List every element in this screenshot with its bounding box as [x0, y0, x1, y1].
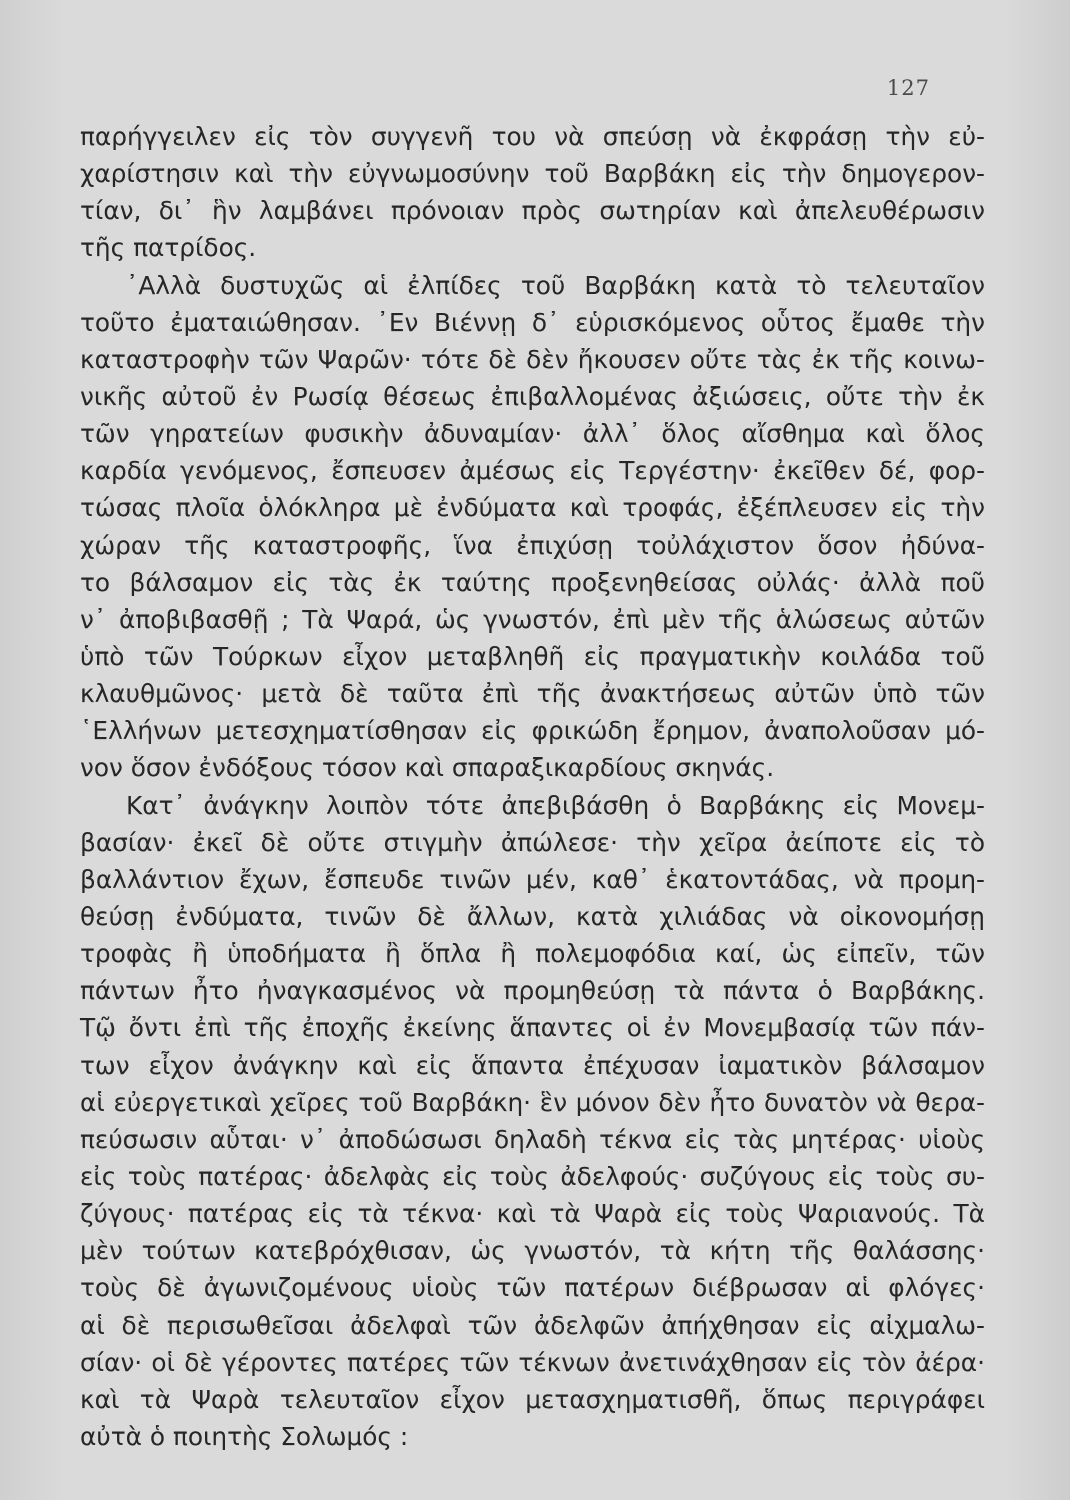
text-line: καρδία γενόμενος, ἔσπευσεν ἀμέσως εἰς Τεργέστην· ἐκεῖθεν δέ, φορ- — [80, 456, 985, 486]
text-line: χώραν τῆς καταστροφῆς, ἵνα ἐπιχύσῃ τοὐλάχιστον ὅσον ἠδύνα- — [80, 530, 985, 560]
text-line: ν᾽ ἀποβιβασθῇ ; Τὰ Ψαρά, ὡς γνωστόν, ἐπὶ μὲν τῆς ἁλώσεως αὐτῶν — [80, 604, 985, 634]
text-line: τροφὰς ἢ ὑποδήματα ἢ ὅπλα ἢ πολεμοφόδια καί, ὡς εἰπεῖν, τῶν — [80, 939, 985, 969]
text-line: βασίαν· ἐκεῖ δὲ οὔτε στιγμὴν ἀπώλεσε· τὴν χεῖρα ἀείποτε εἰς τὸ — [80, 827, 985, 857]
text-line: ῾Ελλήνων μετεσχηματίσθησαν εἰς φρικώδη ἔρημον, ἀναπολοῦσαν μό- — [80, 716, 985, 746]
text-line: πεύσωσιν αὗται· ν᾽ ἀποδώσωσι δηλαδὴ τέκνα εἰς τὰς μητέρας· υἱοὺς — [80, 1124, 985, 1154]
text-line: αἱ εὐεργετικαὶ χεῖρες τοῦ Βαρβάκη· ἓν μόνον δὲν ἦτο δυνατὸν νὰ θερα- — [80, 1087, 985, 1117]
text-line: πάντων ἦτο ἠναγκασμένος νὰ προμηθεύσῃ τὰ πάντα ὁ Βαρβάκης. — [80, 976, 985, 1006]
paragraph-start-line: Κατ᾽ ἀνάγκην λοιπὸν τότε ἀπεβιβάσθη ὁ Βαρβάκης εἰς Μονεμ- — [126, 790, 985, 820]
text-line: ὑπὸ τῶν Τούρκων εἶχον μεταβληθῆ εἰς πραγματικὴν κοιλάδα τοῦ — [80, 641, 985, 671]
text-line: τοὺς δὲ ἀγωνιζομένους υἱοὺς τῶν πατέρων διέβρωσαν αἱ φλόγες· — [80, 1273, 985, 1303]
paragraph-end-line: τῆς πατρίδος. — [80, 233, 257, 263]
text-line: μὲν τούτων κατεβρόχθισαν, ὡς γνωστόν, τὰ κήτη τῆς θαλάσσης· — [80, 1236, 985, 1266]
text-line: Τῷ ὄντι ἐπὶ τῆς ἐποχῆς ἐκείνης ἅπαντες οἱ ἐν Μονεμβασίᾳ τῶν πάν- — [80, 1013, 985, 1043]
paragraph-start-line: ᾽Αλλὰ δυστυχῶς αἱ ἐλπίδες τοῦ Βαρβάκη κατὰ τὸ τελευταῖον — [126, 270, 985, 300]
text-line: κλαυθμῶνος· μετὰ δὲ ταῦτα ἐπὶ τῆς ἀνακτήσεως αὐτῶν ὑπὸ τῶν — [80, 679, 985, 709]
text-line: καταστροφὴν τῶν Ψαρῶν· τότε δὲ δὲν ἤκουσεν οὔτε τὰς ἐκ τῆς κοινω- — [80, 344, 985, 374]
text-line: τῶν γηρατείων φυσικὴν ἀδυναμίαν· ἀλλ᾽ ὅλος αἴσθημα καὶ ὅλος — [80, 419, 985, 449]
page-number: 127 — [886, 76, 930, 100]
text-line: νικῆς αὐτοῦ ἐν Ρωσίᾳ θέσεως ἐπιβαλλομένας ἀξιώσεις, οὔτε τὴν ἐκ — [80, 381, 985, 411]
text-line: τίαν, δι᾽ ἣν λαμβάνει πρόνοιαν πρὸς σωτηρίαν καὶ ἀπελευθέρωσιν — [80, 196, 985, 226]
text-line: εἰς τοὺς πατέρας· ἀδελφὰς εἰς τοὺς ἀδελφούς· συζύγους εἰς τοὺς συ- — [80, 1161, 985, 1191]
text-line: σίαν· οἱ δὲ γέροντες πατέρες τῶν τέκνων ἀνετινάχθησαν εἰς τὸν ἀέρα· — [80, 1347, 985, 1377]
text-line: καὶ τὰ Ψαρὰ τελευταῖον εἶχον μετασχηματισθῆ, ὅπως περιγράφει — [80, 1384, 985, 1414]
text-line: παρήγγειλεν εἰς τὸν συγγενῆ του νὰ σπεύσῃ νὰ ἐκφράσῃ τὴν εὐ- — [80, 122, 985, 151]
text-line: τώσας πλοῖα ὁλόκληρα μὲ ἐνδύματα καὶ τροφάς, ἐξέπλευσεν εἰς τὴν — [80, 493, 985, 523]
text-line: ζύγους· πατέρας εἰς τὰ τέκνα· καὶ τὰ Ψαρὰ εἰς τοὺς Ψαριανούς. Τὰ — [80, 1199, 985, 1229]
body-text — [80, 118, 985, 1455]
text-line: των εἶχον ἀνάγκην καὶ εἰς ἅπαντα ἐπέχυσαν ἰαματικὸν βάλσαμον — [80, 1050, 985, 1080]
text-line: χαρίστησιν καὶ τὴν εὐγνωμοσύνην τοῦ Βαρβάκη εἰς τὴν δημογερον- — [80, 159, 985, 189]
text-line: αἱ δὲ περισωθεῖσαι ἀδελφαὶ τῶν ἀδελφῶν ἀπήχθησαν εἰς αἰχμαλω- — [80, 1310, 985, 1340]
text-line: το βάλσαμον εἰς τὰς ἐκ ταύτης προξενηθείσας οὐλάς· ἀλλὰ ποῦ — [80, 567, 985, 597]
paragraph-end-line: αὐτὰ ὁ ποιητὴς Σολωμός : — [80, 1421, 409, 1451]
text-line: τοῦτο ἐματαιώθησαν. ᾽Εν Βιέννῃ δ᾽ εὑρισκόμενος οὗτος ἔμαθε τὴν — [80, 307, 985, 337]
text-line: θεύσῃ ἐνδύματα, τινῶν δὲ ἄλλων, κατὰ χιλιάδας νὰ οἰκονομήσῃ — [80, 901, 985, 931]
paragraph-end-line: νον ὅσον ἐνδόξους τόσον καὶ σπαραξικαρδίους σκηνάς. — [80, 753, 775, 783]
text-line: βαλλάντιον ἔχων, ἔσπευδε τινῶν μέν, καθ᾽ ἑκατοντάδας, νὰ προμη- — [80, 864, 985, 894]
